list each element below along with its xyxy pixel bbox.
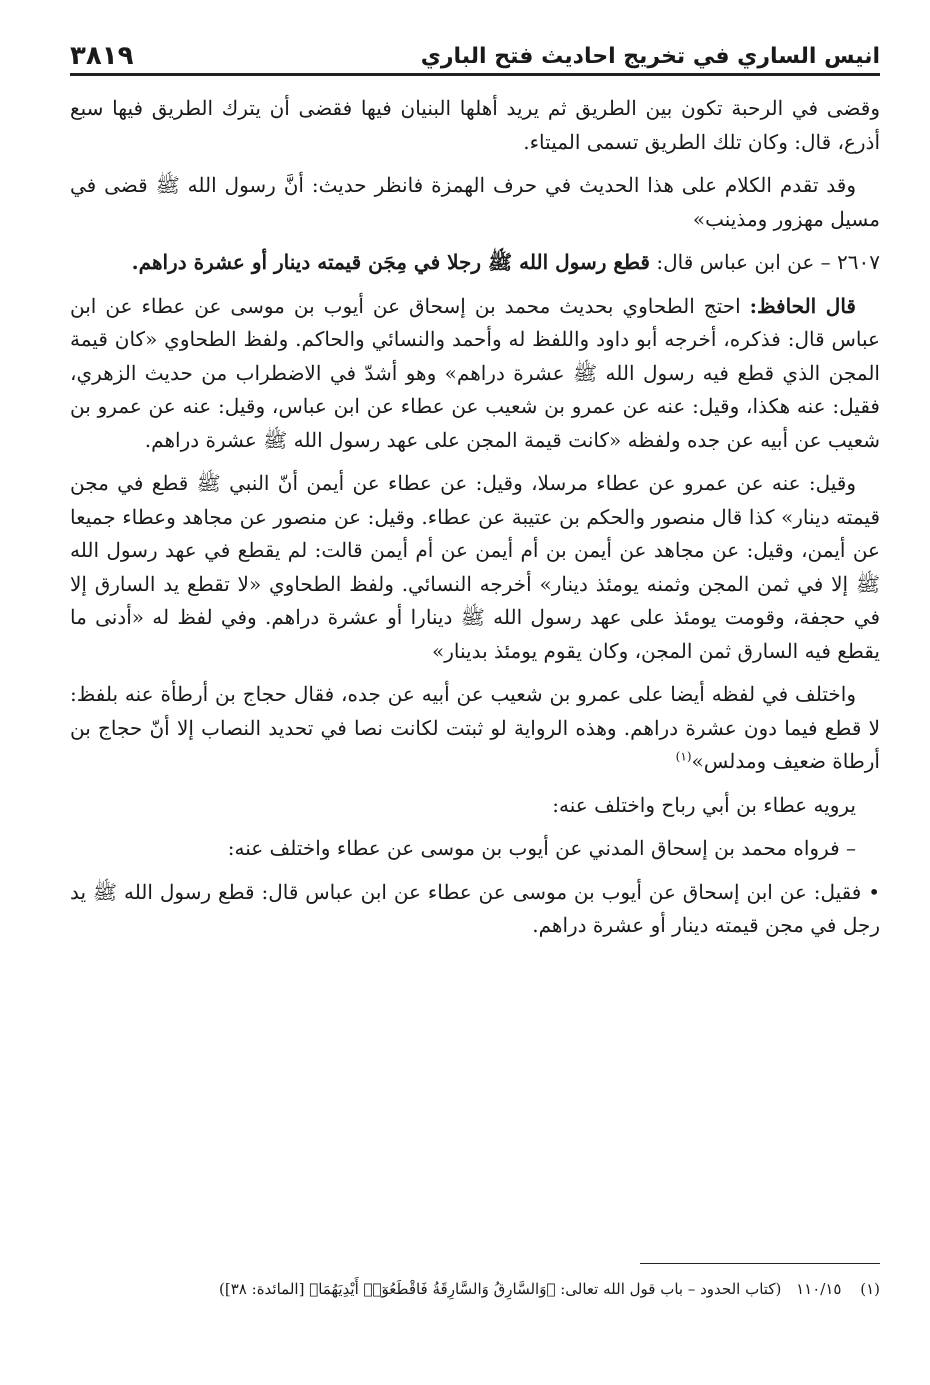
footnote-separator bbox=[640, 1263, 880, 1264]
footnote-text: (كتاب الحدود – باب قول الله تعالى: ﴿وَالسَّارِقُ وَالسَّارِقَةُ فَاقْطَعُوٓا۟ أَيْدِيَهُمَا﴾ [المائدة: ٣٨]) bbox=[219, 1280, 782, 1298]
page-number: ٣٨١٩ bbox=[70, 41, 134, 71]
footnote-marker: (١) bbox=[675, 749, 692, 764]
running-title: انيس الساري في تخريج احاديث فتح الباري bbox=[420, 44, 880, 69]
paragraph-hafiz bbox=[70, 290, 880, 458]
paragraph-1: وقضى في الرحبة تكون بين الطريق ثم يريد أهلها البنيان فيها فقضى أن يترك الطريق فيها سبع أذرع، قال: وكان تلك الطريق تسمى الميتاء. bbox=[70, 96, 880, 154]
footnote-reference: ١١٠/١٥ bbox=[796, 1280, 842, 1298]
paragraph-9: • فقيل: عن ابن إسحاق عن أيوب بن موسى عن عطاء عن ابن عباس قال: قطع رسول الله ﷺ يد رجل في مجن قيمته دينار أو عشرة دراهم. bbox=[70, 879, 880, 937]
hadith-2607 bbox=[70, 246, 880, 280]
footnote bbox=[70, 1278, 880, 1300]
paragraph-6-text: واختلف في لفظه أيضا على عمرو بن شعيب عن أبيه عن جده، فقال حجاج بن أرطأة عنه بلفظ: لا قطع فيما دون عشرة دراهم. وهذه الرواية لو ثبتت لكانت نصا في تحديد النصاب إلا أنّ حجاج بن أرطاة ضعيف ومدلس» bbox=[70, 682, 880, 773]
hadith-text: قطع رسول الله ﷺ رجلا في مِجَن قيمته دينار أو عشرة دراهم. bbox=[131, 250, 650, 274]
hafiz-label: قال الحافظ: bbox=[749, 293, 856, 318]
paragraph-2: وقد تقدم الكلام على هذا الحديث في حرف الهمزة فانظر حديث: أنَّ رسول الله ﷺ قضى في مسيل مهزور ومذينب» bbox=[70, 173, 880, 231]
paragraph-7: يرويه عطاء بن أبي رباح واختلف عنه: bbox=[552, 792, 856, 817]
hafiz-text: احتج الطحاوي بحديث محمد بن إسحاق عن أيوب بن موسى عن عطاء عن ابن عباس قال: فذكره، أخرجه أبو داود واللفظ له وأحمد والنسائي والحاكم. ولفظ الطحاوي «كان قيمة المجن الذي قطع فيه رسول الله ﷺ عشرة دراهم» وهو أشدّ في الاضطراب من حديث الزهري، فقيل: عنه هكذا، وقيل: عنه عن عمرو بن شعيب عن عطاء عن ابن عباس، وقيل: عنه عن عمرو بن شعيب عن أبيه عن جده ولفظه «كانت قيمة المجن على عهد رسول الله ﷺ عشرة دراهم. bbox=[70, 293, 880, 452]
page-header bbox=[70, 36, 880, 76]
paragraph-8: – فرواه محمد بن إسحاق المدني عن أيوب بن موسى عن عطاء واختلف عنه: bbox=[227, 836, 856, 860]
footnote-number: (١) bbox=[860, 1280, 880, 1298]
hadith-number-intro: ٢٦٠٧ – عن ابن عباس قال: bbox=[656, 250, 880, 274]
main-text bbox=[70, 92, 880, 953]
paragraph-5: وقيل: عنه عن عمرو عن عطاء مرسلا، وقيل: عن عطاء عن أيمن أنّ النبي ﷺ قطع في مجن قيمته دينار» كذا قال منصور والحكم بن عتيبة عن عطاء. وقيل: عن منصور عن مجاهد وعطاء جميعا عن أيمن، وقيل: عن مجاهد عن أيمن بن أم أيمن عن أم أيمن قالت: لم يقطع في عهد رسول الله ﷺ إلا في ثمن المجن وثمنه يومئذ دينار» أخرجه النسائي. ولفظ الطحاوي «لا تقطع يد السارق إلا في حجفة، وقومت يومئذ على عهد رسول الله ﷺ دينارا أو عشرة دراهم. وفي لفظ له «أدنى ما يقطع فيه السارق ثمن المجن، وكان يقوم يومئذ بدينار» bbox=[70, 471, 880, 663]
paragraph-6 bbox=[70, 678, 880, 779]
